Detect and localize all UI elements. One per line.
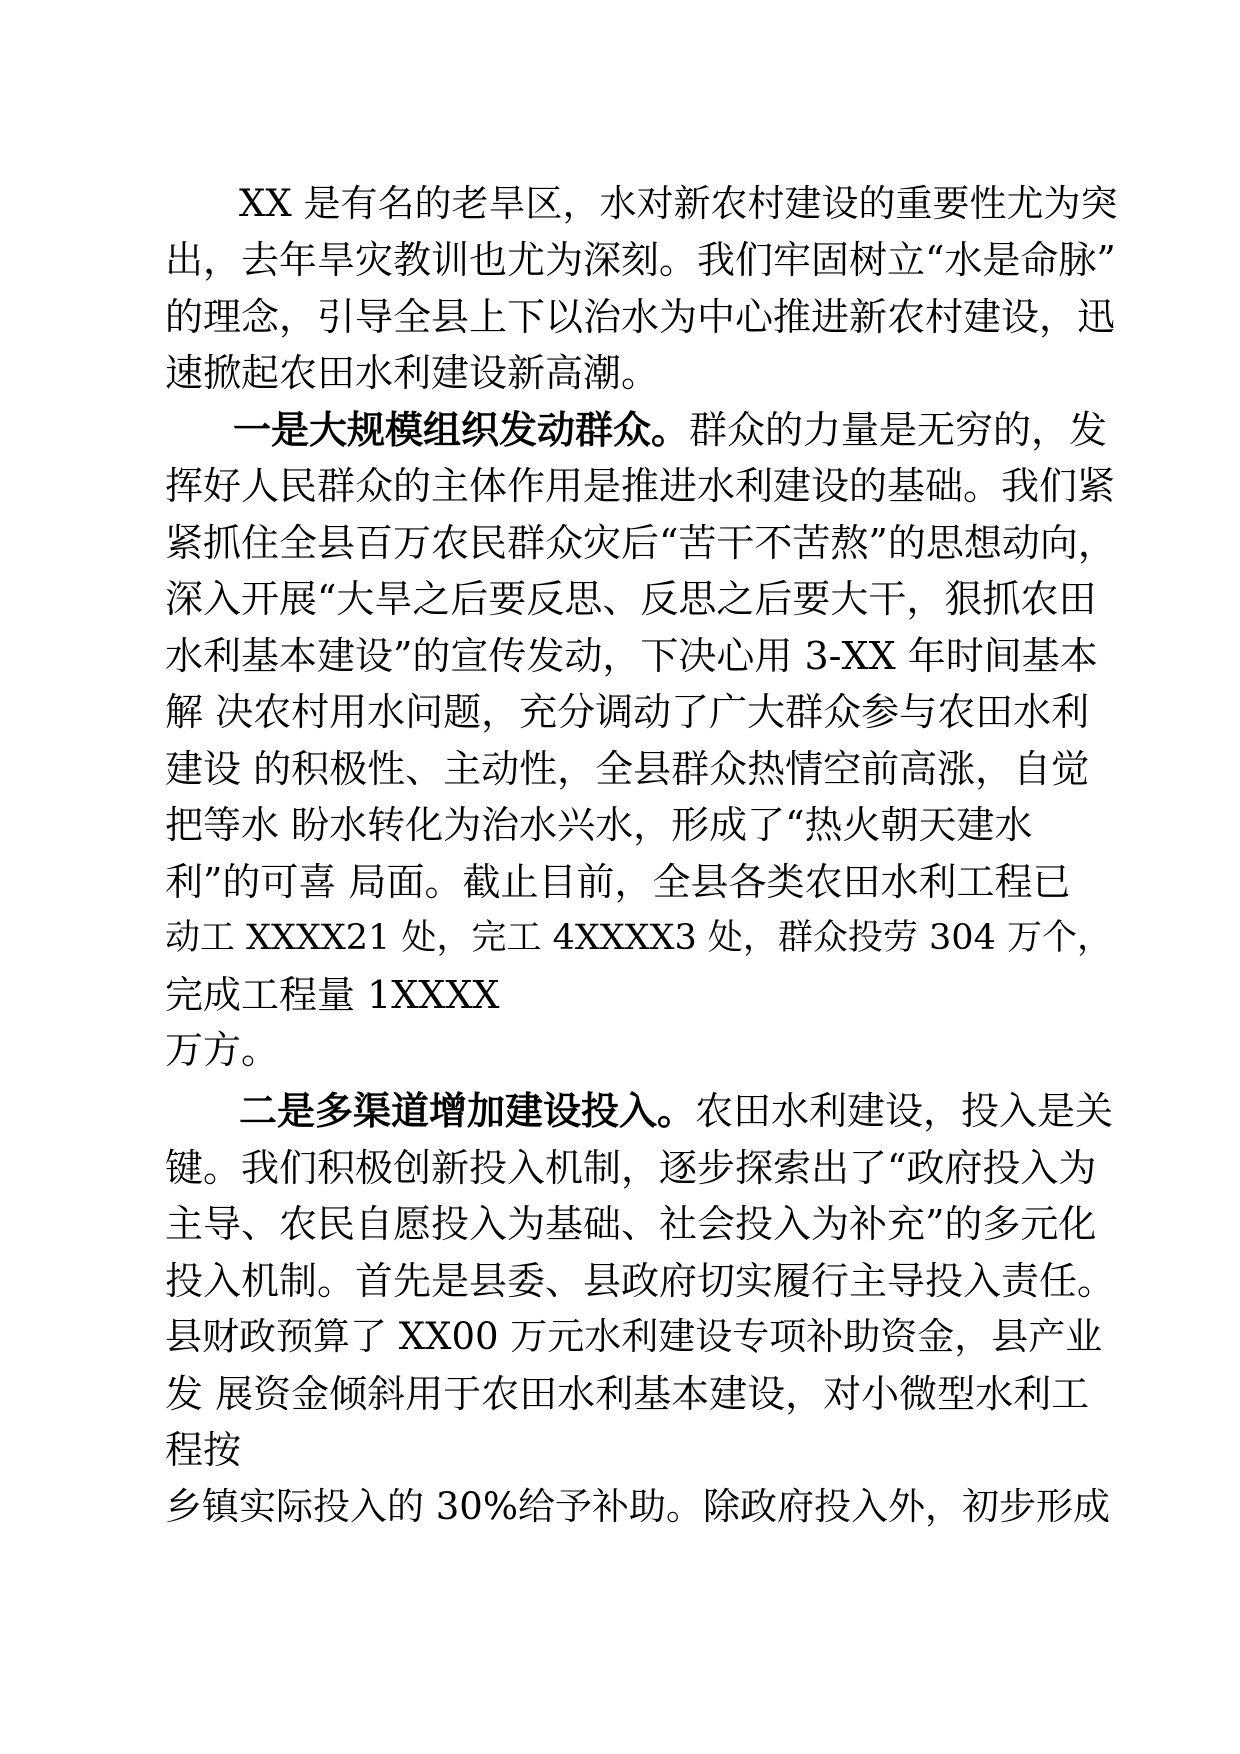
para-2-line-1	[233, 407, 1107, 453]
para-3-lead: 二是多渠道增加建设投入。	[239, 1089, 696, 1133]
para-2-line-3: 紧抓住全县百万农民群众灾后“苦干不苦熬”的思想动向，	[165, 521, 1116, 565]
para-2-line-6: 解 决农村用水问题，充分调动了广大群众参与农田水利	[165, 690, 1090, 734]
para-2-first-rest: 群众的力量是无穷的，发	[689, 408, 1108, 452]
para-2-line-9: 利”的可喜 局面。截止目前，全县各类农田水利工程已	[165, 860, 1071, 904]
para-1-line-4: 速掀起农田水利建设新高潮。	[165, 351, 660, 395]
para-2-line-5: 水利基本建设”的宣传发动，下决心用 3-XX 年时间基本	[165, 634, 1098, 678]
para-2-lead: 一是大规模组织发动群众。	[233, 408, 690, 452]
para-2-line-12: 万方。	[165, 1028, 280, 1072]
para-3-first-rest: 农田水利建设，投入是关	[695, 1089, 1114, 1133]
para-3-line-7: 程按	[165, 1428, 242, 1472]
para-3-line-4: 投入机制。首先是县委、县政府切实履行主导投入责任。	[165, 1259, 1116, 1303]
para-3-line-2: 键。我们积极创新投入机制，逐步探索出了“政府投入为	[165, 1146, 1097, 1190]
para-2-line-10: 动工 XXXX21 处，完工 4XXXX3 处，群众投劳 304 万个，	[165, 918, 1112, 958]
para-2-line-4: 深入开展“大旱之后要反思、反思之后要大干，狠抓农田	[165, 577, 1097, 621]
para-2-line-7: 建设 的积极性、主动性，全县群众热情空前高涨，自觉	[165, 747, 1090, 791]
para-2-line-11: 完成工程量 1XXXX	[165, 973, 500, 1017]
para-2-line-8: 把等水 盼水转化为治水兴水，形成了“热火朝天建水	[165, 803, 1033, 847]
para-3-line-5: 县财政预算了 XX00 万元水利建设专项补助资金，县产业	[165, 1315, 1103, 1358]
para-1-line-2: 出，去年旱灾教训也尤为深刻。我们牢固树立“水是命脉”	[165, 238, 1116, 282]
para-2-line-2: 挥好人民群众的主体作用是推进水利建设的基础。我们紧	[165, 464, 1116, 508]
para-1-line-3: 的理念，引导全县上下以治水为中心推进新农村建设，迅	[165, 295, 1116, 339]
para-3-line-1	[239, 1088, 1113, 1134]
para-3-line-6: 发 展资金倾斜用于农田水利基本建设，对小微型水利工	[165, 1372, 1090, 1416]
para-1-line-1: XX 是有名的老旱区，水对新农村建设的重要性尤为突	[239, 182, 1118, 225]
para-3-line-3: 主导、农民自愿投入为基础、社会投入为补充”的多元化	[165, 1202, 1097, 1246]
para-3-line-8: 乡镇实际投入的 30%给予补助。除政府投入外，初步形成	[165, 1485, 1110, 1528]
